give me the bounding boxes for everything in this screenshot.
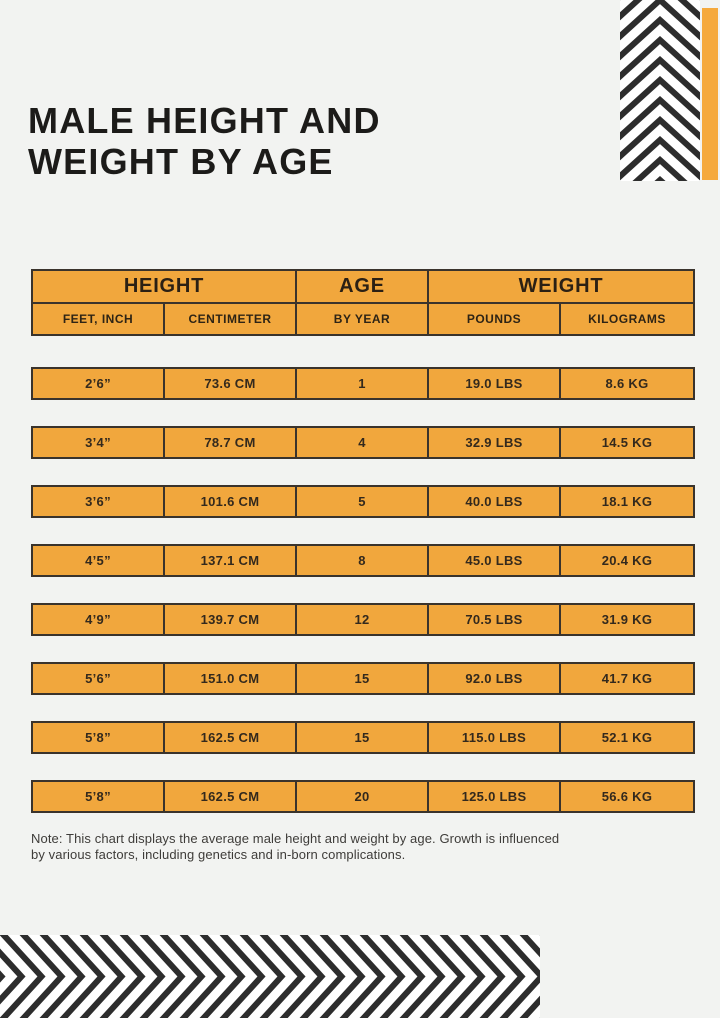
note-text bbox=[31, 831, 559, 863]
table-cell: 15 bbox=[297, 723, 429, 752]
table-row bbox=[31, 485, 695, 518]
table-cell: 5’8” bbox=[33, 782, 165, 811]
table-cell: 15 bbox=[297, 664, 429, 693]
table-cell: 5 bbox=[297, 487, 429, 516]
chevron-up-pattern-icon bbox=[620, 0, 700, 181]
table-cell: 1 bbox=[297, 369, 429, 398]
page-title-line2: WEIGHT BY AGE bbox=[28, 141, 334, 182]
table-row bbox=[31, 426, 695, 459]
table-cell: 4’5” bbox=[33, 546, 165, 575]
table-cell: 92.0 LBS bbox=[429, 664, 561, 693]
table-cell: 73.6 CM bbox=[165, 369, 297, 398]
table-cell: 5’8” bbox=[33, 723, 165, 752]
table-body bbox=[31, 367, 695, 839]
table-cell: 19.0 LBS bbox=[429, 369, 561, 398]
table-cell: 137.1 CM bbox=[165, 546, 297, 575]
table-row bbox=[31, 662, 695, 695]
table-cell: 4 bbox=[297, 428, 429, 457]
table-cell: 12 bbox=[297, 605, 429, 634]
table-cell: 115.0 LBS bbox=[429, 723, 561, 752]
table-row bbox=[31, 544, 695, 577]
table-cell: 41.7 KG bbox=[561, 664, 693, 693]
column-header-feet-inch: FEET, INCH bbox=[33, 304, 165, 334]
table-row bbox=[31, 780, 695, 813]
column-header-centimeter: CENTIMETER bbox=[165, 304, 297, 334]
table-cell: 40.0 LBS bbox=[429, 487, 561, 516]
note-line1: Note: This chart displays the average male height and weight by age. Growth is influenced bbox=[31, 831, 560, 846]
table-header-weight: WEIGHT bbox=[429, 271, 693, 302]
table-row bbox=[31, 721, 695, 754]
table-cell: 162.5 CM bbox=[165, 782, 297, 811]
table-cell: 5’6” bbox=[33, 664, 165, 693]
chevron-right-pattern-icon bbox=[0, 935, 540, 1018]
table-cell: 52.1 KG bbox=[561, 723, 693, 752]
table-cell: 4’9” bbox=[33, 605, 165, 634]
page-title bbox=[28, 100, 381, 182]
table-cell: 3’4” bbox=[33, 428, 165, 457]
table-cell: 101.6 CM bbox=[165, 487, 297, 516]
column-header-kilograms: KILOGRAMS bbox=[561, 304, 693, 334]
table-cell: 8.6 KG bbox=[561, 369, 693, 398]
column-header-pounds: POUNDS bbox=[429, 304, 561, 334]
table-header-age: AGE bbox=[297, 271, 429, 302]
page-title-line1: MALE HEIGHT AND bbox=[28, 100, 381, 141]
table-cell: 18.1 KG bbox=[561, 487, 693, 516]
table-header bbox=[31, 269, 695, 336]
table-cell: 32.9 LBS bbox=[429, 428, 561, 457]
table-cell: 78.7 CM bbox=[165, 428, 297, 457]
table-cell: 56.6 KG bbox=[561, 782, 693, 811]
table-cell: 2’6” bbox=[33, 369, 165, 398]
table-cell: 31.9 KG bbox=[561, 605, 693, 634]
table-header-height: HEIGHT bbox=[33, 271, 297, 302]
table-cell: 70.5 LBS bbox=[429, 605, 561, 634]
table-cell: 3’6” bbox=[33, 487, 165, 516]
table-cell: 20.4 KG bbox=[561, 546, 693, 575]
table-row bbox=[31, 603, 695, 636]
table-row bbox=[31, 367, 695, 400]
table-cell: 14.5 KG bbox=[561, 428, 693, 457]
table-cell: 139.7 CM bbox=[165, 605, 297, 634]
table-cell: 125.0 LBS bbox=[429, 782, 561, 811]
table-cell: 8 bbox=[297, 546, 429, 575]
orange-accent-bar bbox=[702, 8, 718, 180]
column-header-by-year: BY YEAR bbox=[297, 304, 429, 334]
table-cell: 151.0 CM bbox=[165, 664, 297, 693]
table-cell: 162.5 CM bbox=[165, 723, 297, 752]
note-line2: by various factors, including genetics and in-born complications. bbox=[31, 847, 406, 862]
table-cell: 45.0 LBS bbox=[429, 546, 561, 575]
table-cell: 20 bbox=[297, 782, 429, 811]
